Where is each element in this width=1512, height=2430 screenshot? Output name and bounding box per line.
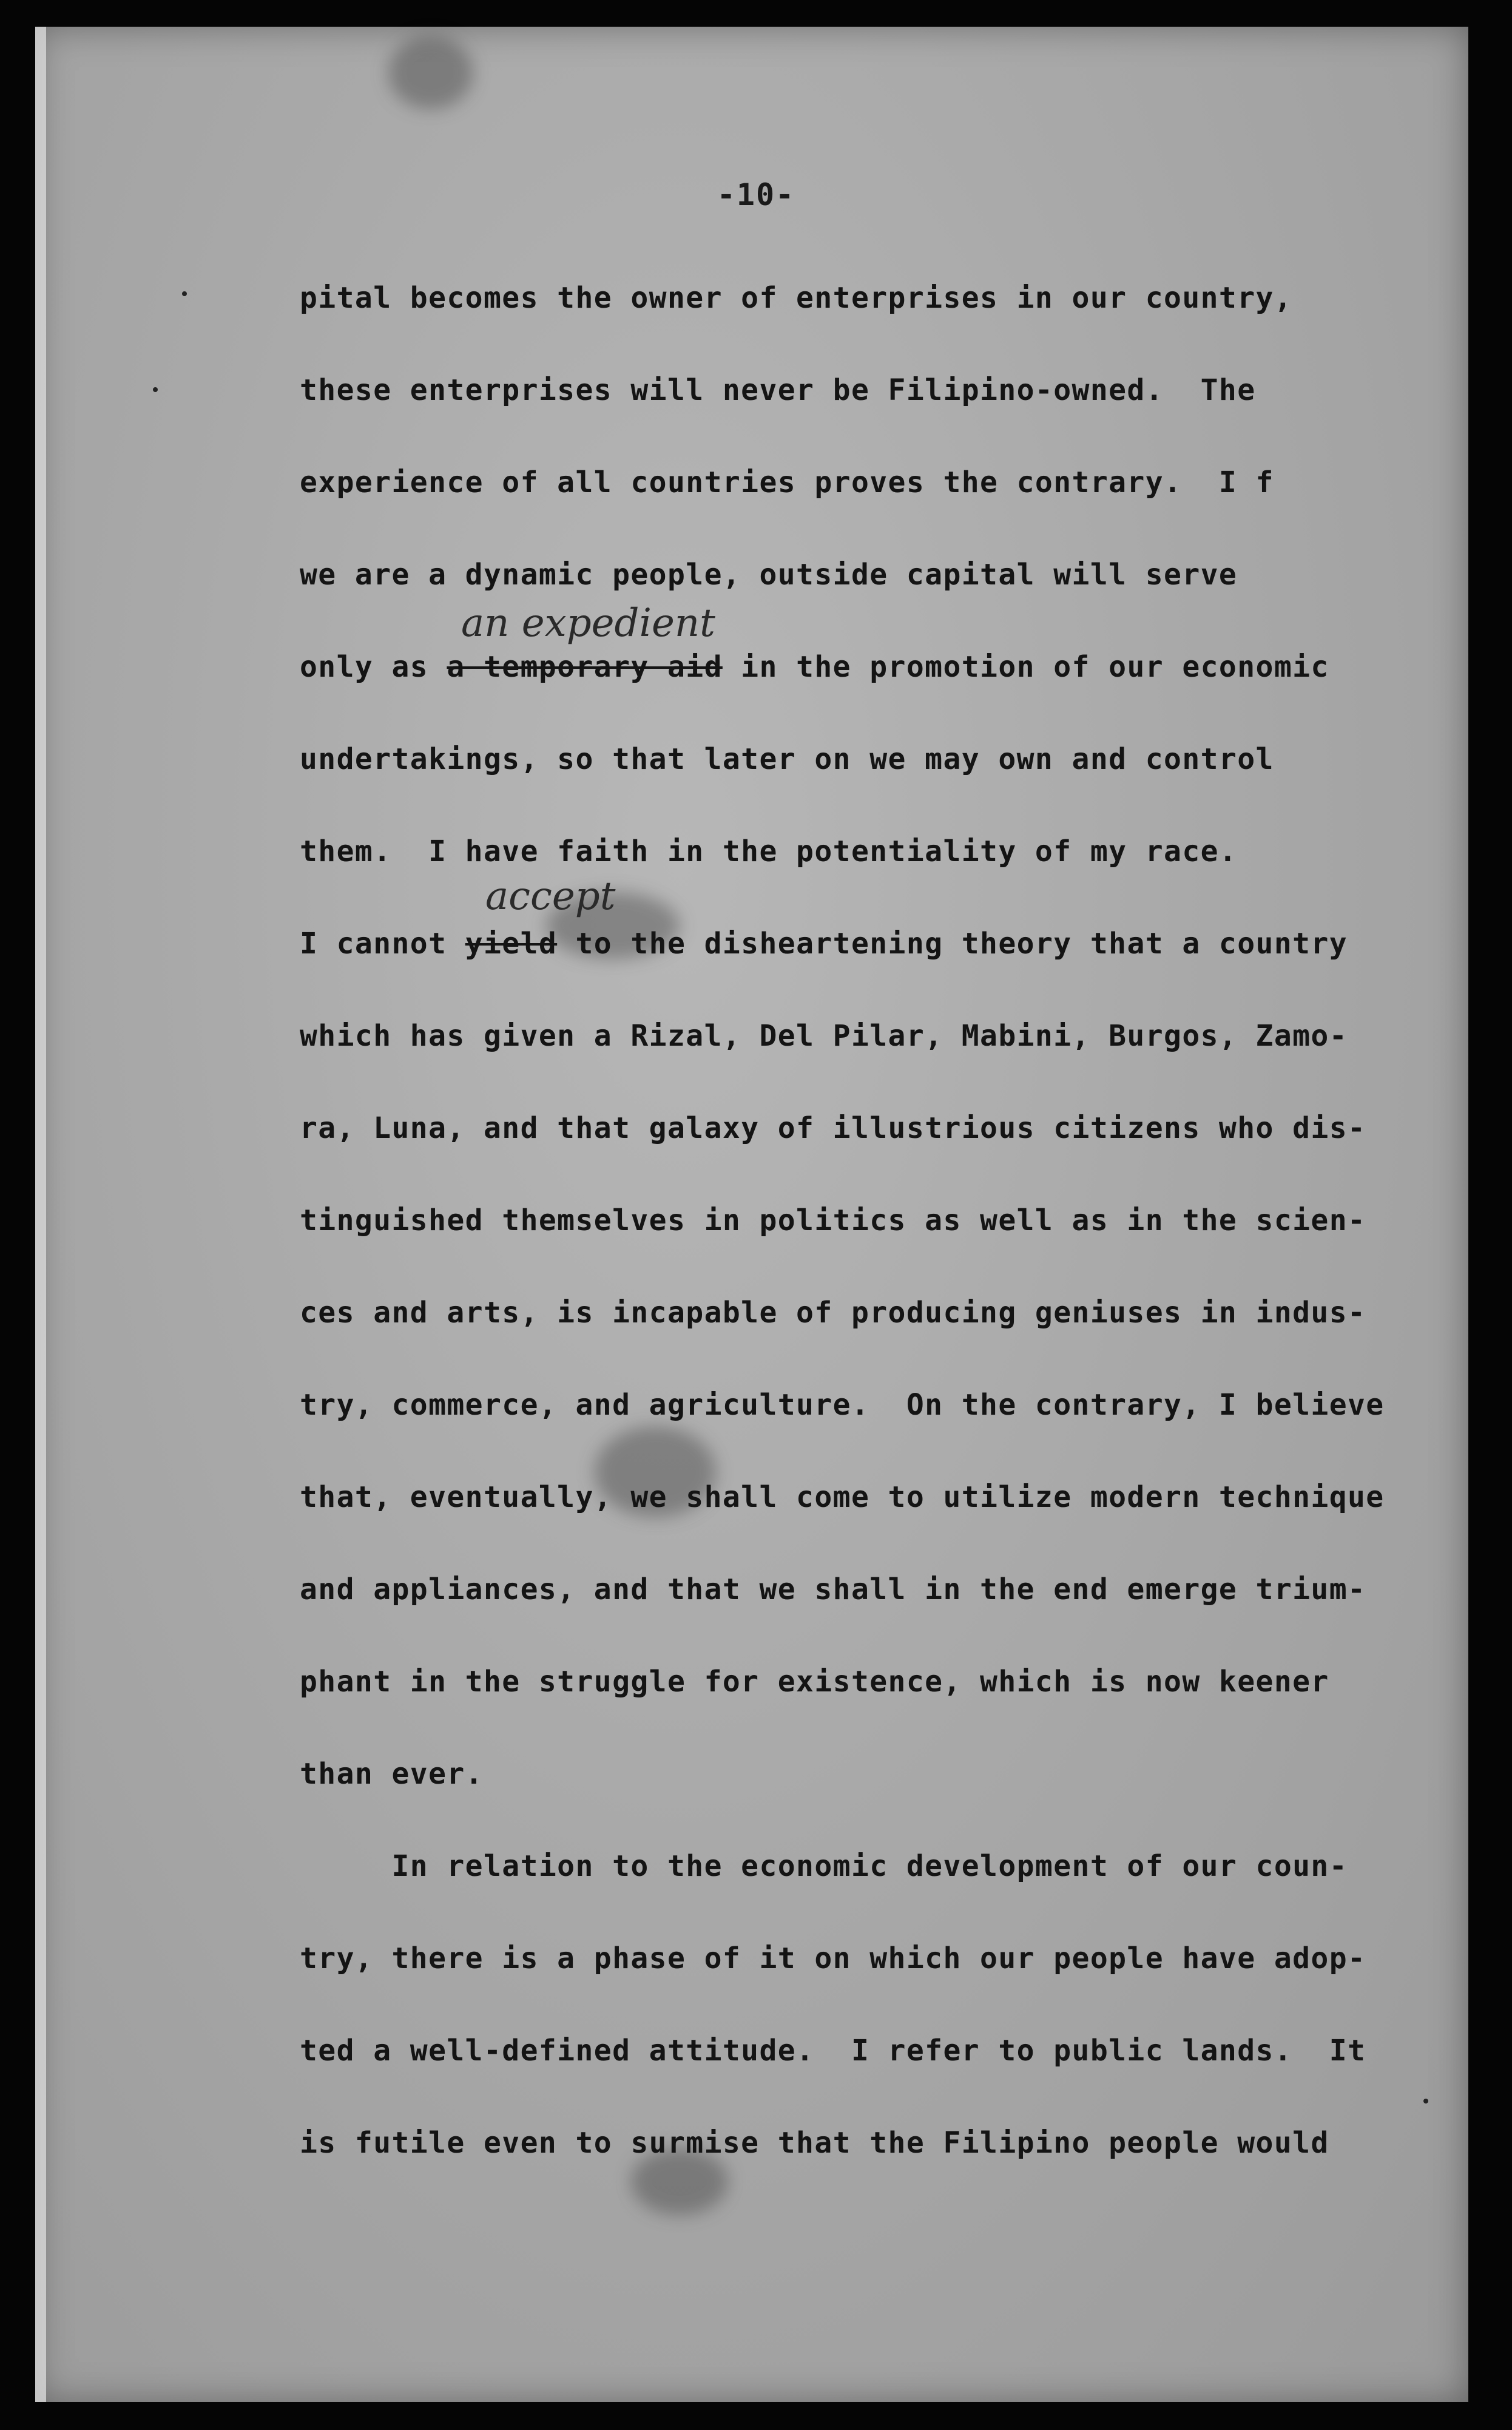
text-line-1: pital becomes the owner of enterprises in our country, xyxy=(300,281,1293,315)
text-line-12: ces and arts, is incapable of producing geniuses in indus- xyxy=(300,1296,1366,1330)
text-line-3: experience of all countries proves the contrary. I f xyxy=(300,465,1274,499)
text-line-8 xyxy=(300,927,1348,961)
text-line-8-start: I cannot xyxy=(300,927,465,961)
text-line-15: and appliances, and that we shall in the end emerge trium- xyxy=(300,1572,1366,1606)
page-edge xyxy=(35,27,46,2402)
text-line-16: phant in the struggle for existence, which is now keener xyxy=(300,1665,1329,1699)
text-line-5-end: in the promotion of our economic xyxy=(722,650,1329,684)
paper-speck xyxy=(1423,2099,1428,2103)
text-line-17: than ever. xyxy=(300,1757,484,1791)
text-line-6: undertakings, so that later on we may own and control xyxy=(300,742,1274,776)
text-line-20: ted a well-defined attitude. I refer to public lands. It xyxy=(300,2034,1366,2068)
text-line-5 xyxy=(300,650,1329,684)
text-line-9: which has given a Rizal, Del Pilar, Mabini, Burgos, Zamo- xyxy=(300,1019,1348,1053)
page-number: -10- xyxy=(717,177,795,212)
struck-text: yield xyxy=(465,927,558,961)
paper-speck xyxy=(182,291,187,296)
text-line-10: ra, Luna, and that galaxy of illustrious citizens who dis- xyxy=(300,1111,1366,1145)
text-line-18: In relation to the economic development of our coun- xyxy=(300,1849,1348,1883)
text-line-7: them. I have faith in the potentiality of my race. xyxy=(300,834,1238,868)
paper-speck xyxy=(153,387,158,392)
text-line-8-end: to the disheartening theory that a country xyxy=(557,927,1348,961)
text-line-14: that, eventually, we shall come to utilize modern technique xyxy=(300,1480,1385,1514)
handwritten-insertion: accept xyxy=(485,874,616,919)
struck-text: a temporary aid xyxy=(447,650,723,684)
text-line-21: is futile even to surmise that the Filipino people would xyxy=(300,2126,1329,2160)
text-line-13: try, commerce, and agriculture. On the contrary, I believe xyxy=(300,1388,1385,1422)
text-line-19: try, there is a phase of it on which our people have adop- xyxy=(300,1941,1366,1975)
text-line-5-start: only as xyxy=(300,650,447,684)
text-line-11: tinguished themselves in politics as well as in the scien- xyxy=(300,1203,1366,1237)
text-line-2: these enterprises will never be Filipino-owned. The xyxy=(300,373,1256,407)
handwritten-insertion: an expedient xyxy=(461,601,715,646)
text-line-4: we are a dynamic people, outside capital will serve xyxy=(300,558,1238,592)
ink-stain xyxy=(388,36,473,109)
